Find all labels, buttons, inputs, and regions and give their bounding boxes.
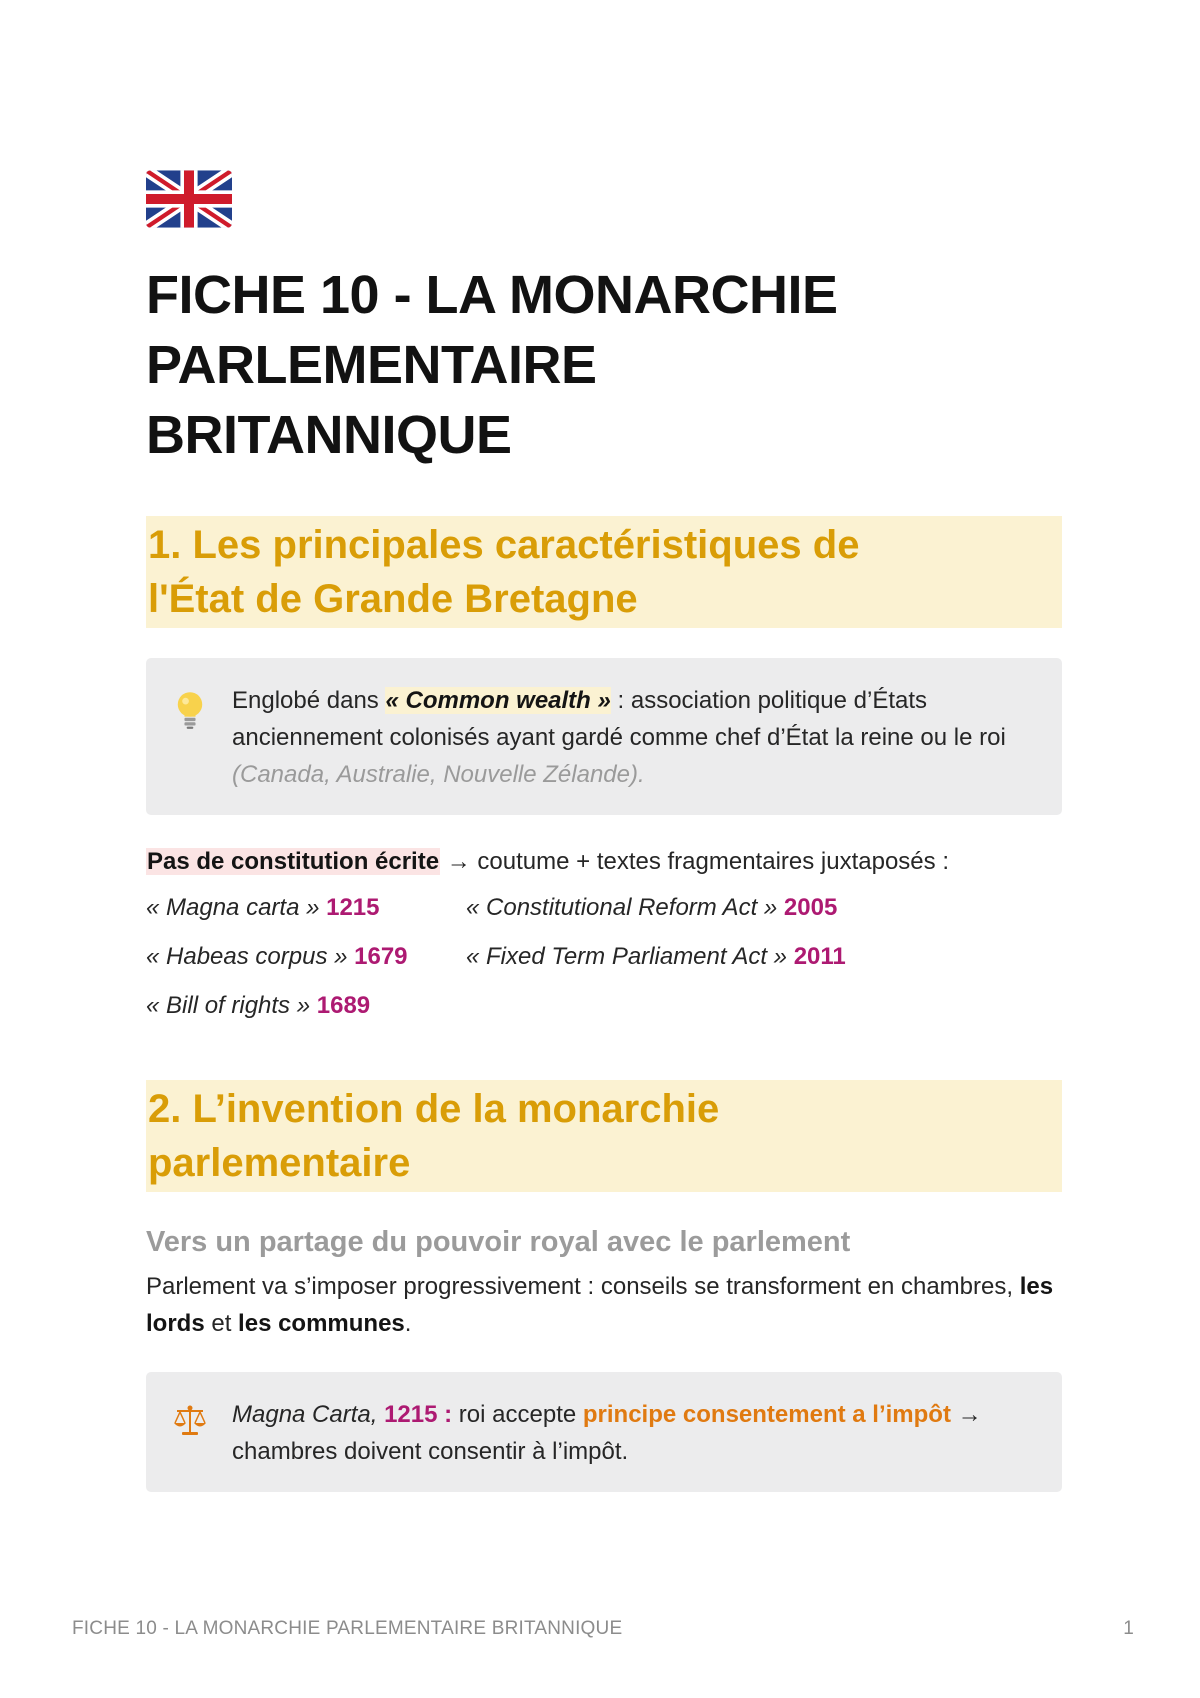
tax-consent-principle: principe consentement a l’impôt	[582, 1401, 951, 1428]
magna-carta-name: Magna Carta,	[232, 1401, 385, 1428]
references-list	[146, 888, 1062, 1038]
reference-item: « Habeas corpus » 1679	[146, 943, 408, 970]
title-line: FICHE 10 - LA MONARCHIE	[146, 265, 838, 325]
page-footer	[72, 1618, 1134, 1640]
commonwealth-callout	[146, 658, 1062, 815]
footer-title: FICHE 10 - LA MONARCHIE PARLEMENTAIRE BRITANNIQUE	[72, 1618, 623, 1639]
title-line: PARLEMENTAIRE	[146, 335, 597, 395]
heading-line: 1. Les principales caractéristiques de	[148, 523, 860, 567]
section-2-heading	[146, 1080, 1062, 1192]
heading-line: 2. L’invention de la monarchie	[148, 1087, 720, 1131]
section-1-heading	[146, 516, 1062, 628]
magna-carta-callout: Magna Carta, 1215 : roi accepte principe consentement a l’impôt → chambres doivent consentir à l’impôt.	[146, 1372, 1062, 1492]
title-line: BRITANNIQUE	[146, 405, 512, 465]
reference-item: « Constitutional Reform Act » 2005	[466, 894, 838, 921]
lightbulb-icon	[172, 690, 208, 730]
heading-line: parlementaire	[148, 1141, 411, 1185]
callout-text: : association politique d’États anciennement colonisés ayant gardé comme chef d’État la reine ou le roi	[232, 687, 1006, 751]
callout-text: Englobé dans	[232, 687, 386, 714]
page-number: 1	[1123, 1618, 1134, 1639]
communes-term: les communes	[238, 1310, 405, 1337]
reference-item: « Magna carta » 1215	[146, 894, 380, 921]
reference-item: « Fixed Term Parliament Act » 2011	[466, 943, 846, 970]
constitution-label: Pas de constitution écrite	[147, 848, 440, 875]
constitution-text: → coutume + textes fragmentaires juxtaposés :	[440, 848, 949, 875]
balance-scale-icon	[172, 1400, 208, 1440]
document-page	[146, 168, 1062, 1492]
document-title	[146, 260, 1062, 470]
callout-examples: (Canada, Australie, Nouvelle Zélande).	[232, 761, 645, 788]
constitution-line	[146, 843, 1062, 880]
parliament-paragraph: Parlement va s’imposer progressivement : conseils se transforment en chambres, les lords et les communes.	[146, 1273, 1054, 1337]
commonwealth-term: « Common wealth »	[385, 687, 611, 714]
section-2-subheading: Vers un partage du pouvoir royal avec le parlement	[146, 1226, 851, 1258]
heading-line: l'État de Grande Bretagne	[148, 577, 638, 621]
lords-term: les lords	[146, 1273, 1054, 1337]
uk-flag-icon	[146, 168, 232, 230]
magna-carta-year: 1215 :	[384, 1401, 453, 1428]
reference-item: « Bill of rights » 1689	[146, 992, 371, 1019]
